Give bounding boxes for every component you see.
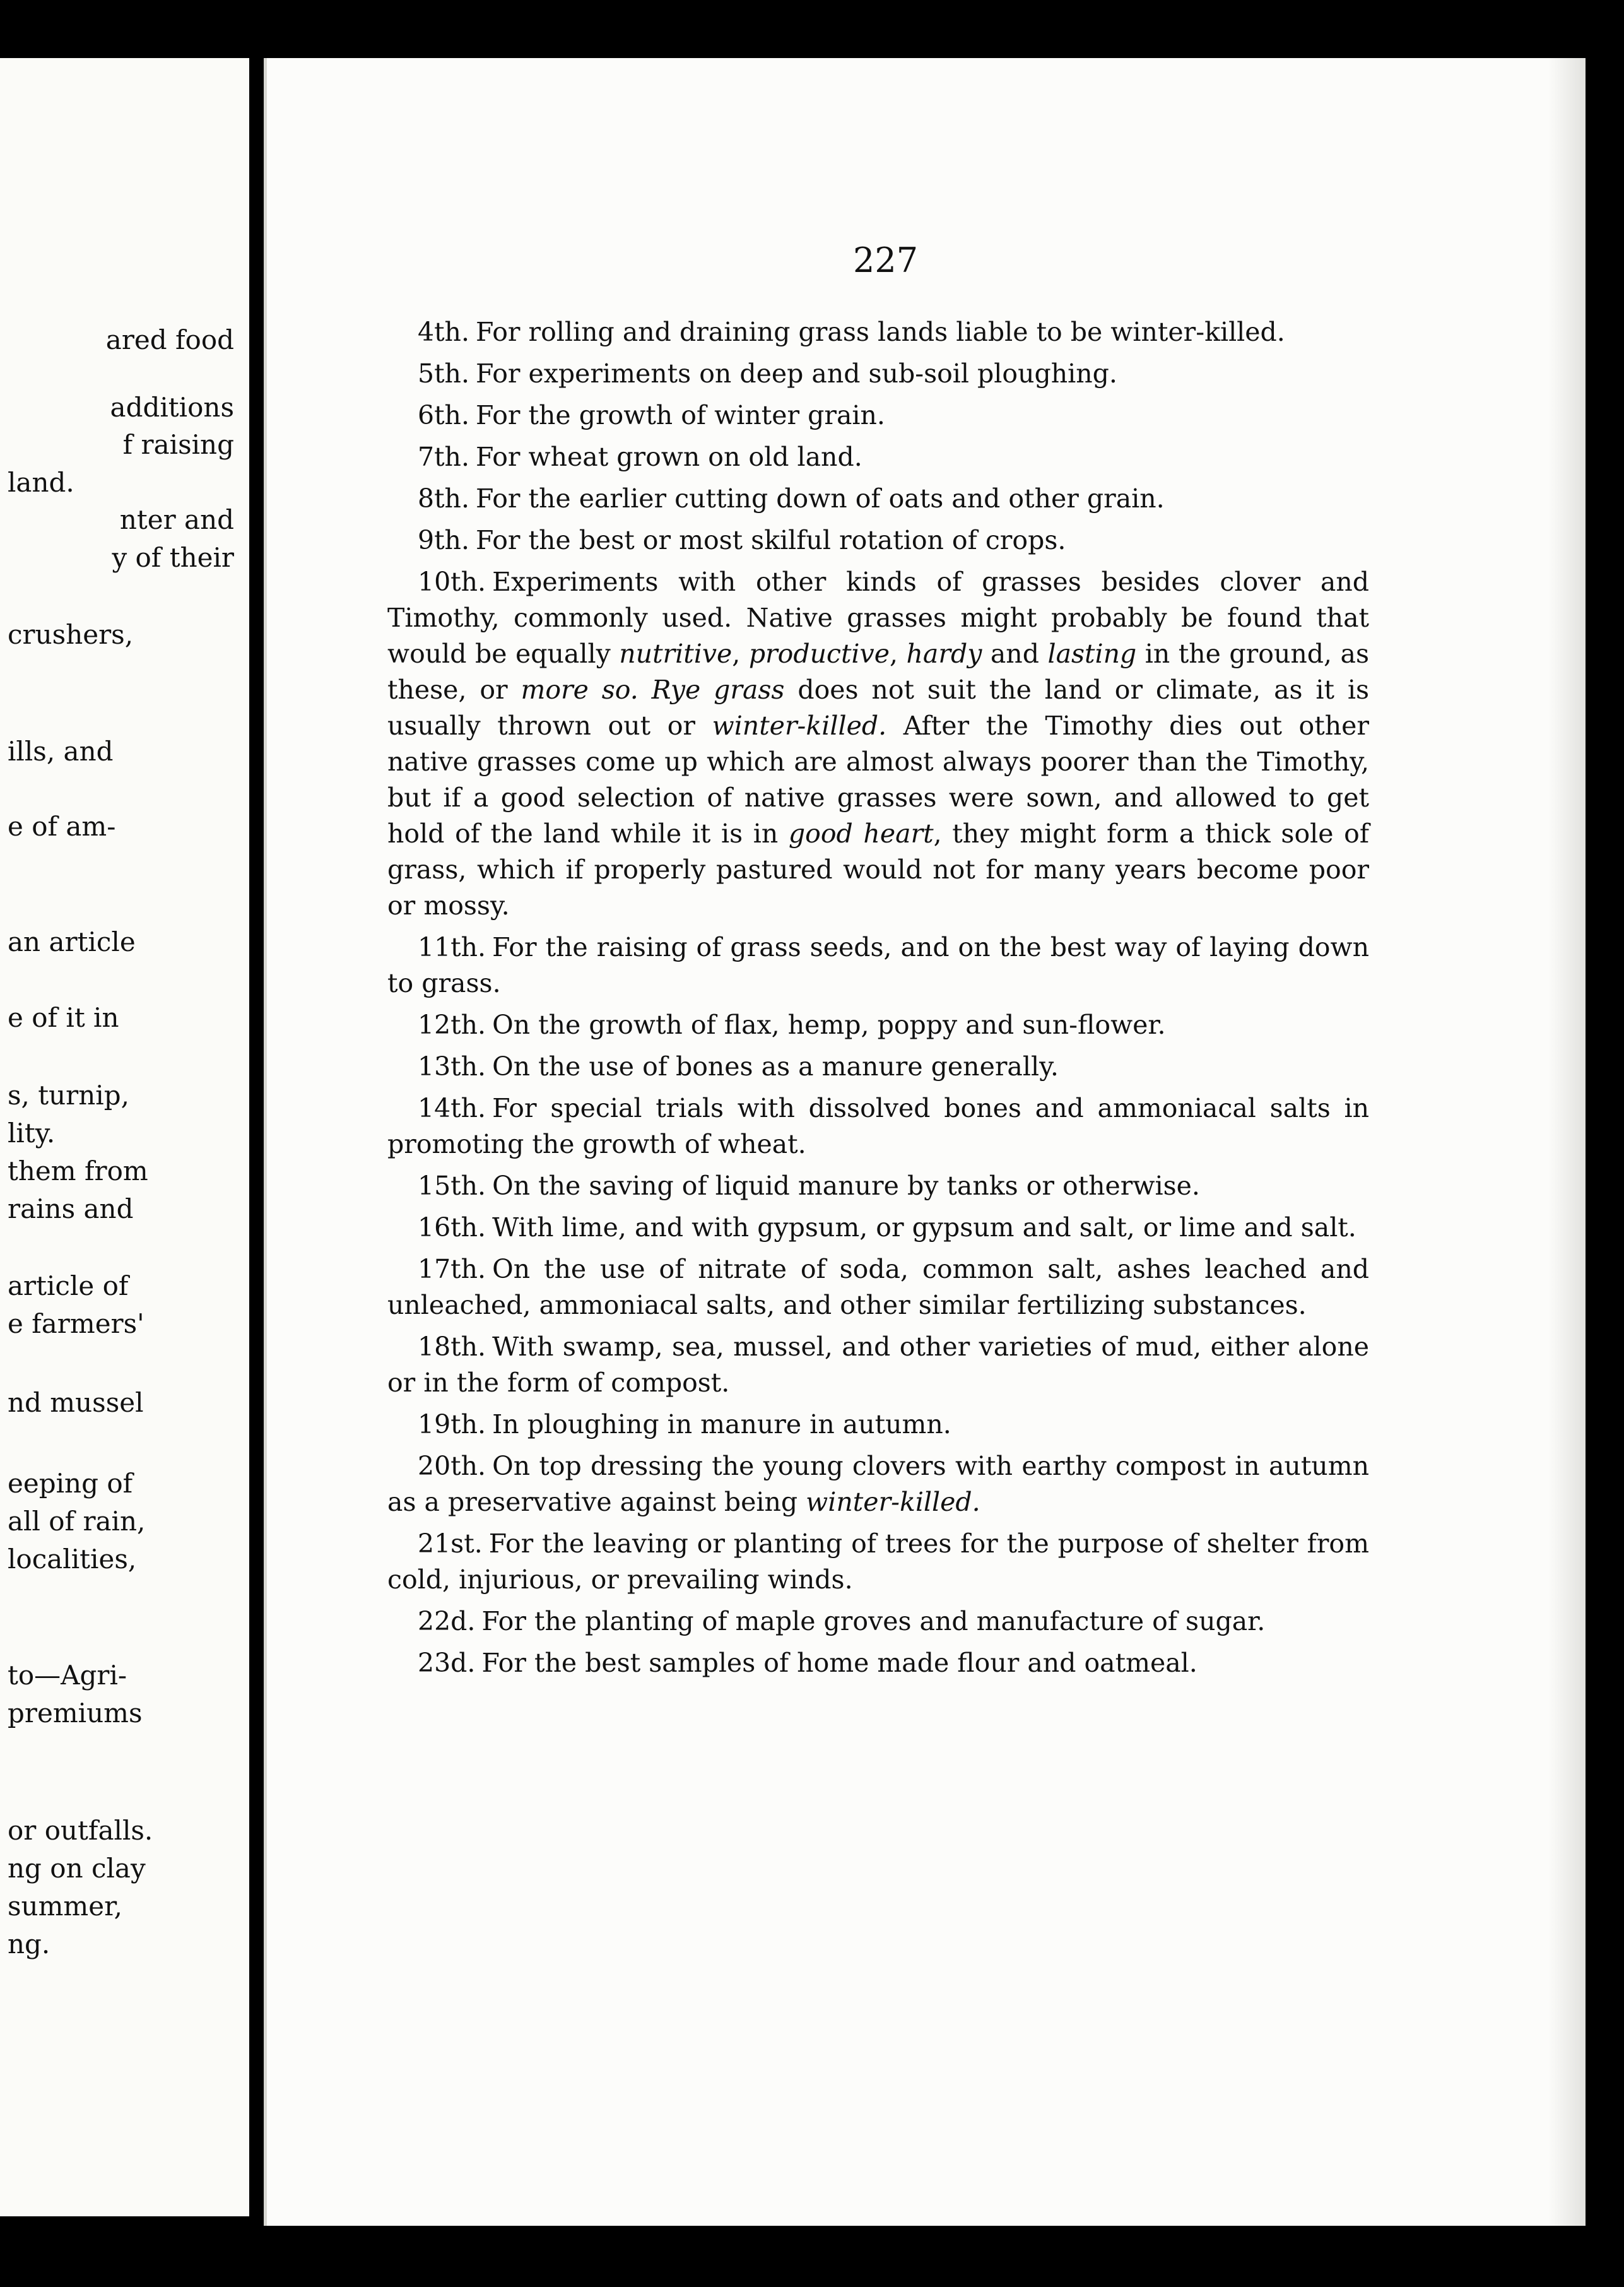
item-text-italic: winter-killed. <box>712 711 887 741</box>
item-text: For the leaving or planting of trees for the purpose of shelter from cold, injurious, or prevailing winds. <box>387 1528 1369 1595</box>
item-text: With swamp, sea, mussel, and other varieties of mud, either alone or in the form of compost. <box>387 1332 1369 1398</box>
item-text: in the ground, as these, or <box>387 639 1370 705</box>
item-text: For the earlier cutting down of oats and other grain. <box>476 483 1165 514</box>
item-number: 4th. <box>418 317 469 347</box>
page-number: 227 <box>853 240 919 280</box>
left-fragment: them from <box>8 1155 148 1186</box>
item-text: On the use of nitrate of soda, common salt, ashes leached and unleached, ammoniacal salts, and other similar fertilizing substances. <box>387 1254 1369 1320</box>
item-number: 16th. <box>418 1212 486 1243</box>
item-text-italic: winter-killed. <box>806 1487 980 1517</box>
page-body <box>387 314 1369 1687</box>
item-number: 19th. <box>418 1409 486 1439</box>
item-number: 18th. <box>418 1332 486 1362</box>
item-number: 5th. <box>418 358 469 389</box>
item-text-italic: hardy <box>906 639 982 669</box>
list-item <box>387 1090 1369 1162</box>
item-number: 15th. <box>418 1171 486 1201</box>
list-item <box>387 314 1369 350</box>
left-fragment: f raising <box>122 429 234 460</box>
item-text-italic: more so. <box>521 675 638 705</box>
list-item <box>387 398 1369 434</box>
item-text: For rolling and draining grass lands liable to be winter-killed. <box>476 317 1285 347</box>
item-text <box>638 675 652 705</box>
item-number: 12th. <box>418 1010 486 1040</box>
left-fragment: y of their <box>112 542 234 573</box>
left-fragment: ills, and <box>8 736 114 767</box>
left-fragment: summer, <box>8 1891 122 1922</box>
item-text-italic: nutritive <box>619 639 733 669</box>
left-page-sliver <box>0 58 249 2216</box>
item-text-italic: good heart <box>788 818 934 849</box>
list-item <box>387 1526 1369 1598</box>
item-text: In ploughing in manure in autumn. <box>492 1409 951 1439</box>
item-number: 8th. <box>418 483 469 514</box>
item-number: 14th. <box>418 1093 486 1123</box>
left-fragment: localities, <box>8 1544 137 1575</box>
left-fragment: rains and <box>8 1193 134 1224</box>
item-text: For special trials with dissolved bones and ammoniacal salts in promoting the growth of wheat. <box>387 1093 1369 1159</box>
left-fragment: ng. <box>8 1929 50 1959</box>
left-fragment: lity. <box>8 1118 56 1149</box>
left-fragment: all of rain, <box>8 1506 146 1537</box>
item-text: , <box>732 639 749 669</box>
item-text-italic: lasting <box>1047 639 1137 669</box>
left-fragment: land. <box>8 467 74 498</box>
list-item <box>387 1604 1369 1640</box>
left-fragment: e of am- <box>8 811 116 842</box>
list-item <box>387 1407 1369 1443</box>
item-number: 10th. <box>418 567 486 597</box>
list-item <box>387 1329 1369 1401</box>
list-item <box>387 930 1369 1002</box>
item-number: 7th. <box>418 442 469 472</box>
item-number: 13th. <box>418 1051 486 1082</box>
left-fragment: article of <box>8 1270 129 1301</box>
left-fragment: nter and <box>119 504 234 535</box>
list-item <box>387 356 1369 392</box>
left-fragment: ng on clay <box>8 1853 146 1884</box>
item-text: On the growth of flax, hemp, poppy and sun-flower. <box>492 1010 1166 1040</box>
item-number: 11th. <box>418 932 486 962</box>
item-text-italic: productive <box>748 639 890 669</box>
list-item <box>387 1049 1369 1085</box>
left-fragment: premiums <box>8 1698 143 1729</box>
left-fragment: nd mussel <box>8 1387 144 1418</box>
item-number: 6th. <box>418 400 469 430</box>
left-fragment: ared food <box>105 324 234 355</box>
left-fragment: e farmers' <box>8 1308 144 1339</box>
item-text: For the raising of grass seeds, and on the best way of laying down to grass. <box>387 932 1369 998</box>
item-number: 17th. <box>418 1254 486 1284</box>
list-item <box>387 1210 1369 1246</box>
left-fragment: an article <box>8 926 136 957</box>
list-item <box>387 1007 1369 1043</box>
item-text: After the Timothy dies out other native grasses come up which are almost always poorer than the Timothy, but if a good selection of native grasses were sown, and allowed to get hold of the land while it is in <box>387 711 1369 849</box>
list-item <box>387 1448 1369 1520</box>
item-text: does not suit the land or climate, as it is usually thrown out or <box>387 675 1370 741</box>
list-item <box>387 481 1369 517</box>
list-item <box>387 1645 1369 1681</box>
left-fragment: s, turnip, <box>8 1080 129 1111</box>
item-text: With lime, and with gypsum, or gypsum and salt, or lime and salt. <box>492 1212 1356 1243</box>
item-text: , <box>889 639 907 669</box>
item-text: For wheat grown on old land. <box>476 442 862 472</box>
item-number: 23d. <box>418 1648 476 1678</box>
item-text: On the use of bones as a manure generally. <box>492 1051 1059 1082</box>
left-fragment: crushers, <box>8 619 134 650</box>
item-text-italic: Rye grass <box>651 675 785 705</box>
left-fragment: to—Agri- <box>8 1660 127 1691</box>
item-text: For the best or most skilful rotation of crops. <box>476 525 1066 555</box>
item-text: For the growth of winter grain. <box>476 400 885 430</box>
list-item <box>387 1168 1369 1204</box>
item-text: Experiments with other kinds of grasses besides clover and Timothy, commonly used. Native grasses might probably be found that would be equally <box>387 567 1369 669</box>
list-item <box>387 564 1369 924</box>
left-fragment: additions <box>110 392 234 423</box>
item-text: On the saving of liquid manure by tanks or otherwise. <box>492 1171 1200 1201</box>
item-text: For the best samples of home made flour and oatmeal. <box>481 1648 1197 1678</box>
item-text: For the planting of maple groves and manufacture of sugar. <box>481 1606 1266 1636</box>
item-text: , they might form a thick sole of grass, which if properly pastured would not for many years become poor or mossy. <box>387 818 1369 921</box>
item-number: 22d. <box>418 1606 476 1636</box>
list-item <box>387 523 1369 558</box>
left-fragment: or outfalls. <box>8 1815 153 1846</box>
item-text: For experiments on deep and sub-soil ploughing. <box>476 358 1117 389</box>
item-number: 20th. <box>418 1451 486 1481</box>
list-item <box>387 439 1369 475</box>
left-fragment: eeping of <box>8 1468 133 1499</box>
left-fragment: e of it in <box>8 1002 119 1033</box>
item-text: and <box>982 639 1048 669</box>
list-item <box>387 1251 1369 1323</box>
item-text: On top dressing the young clovers with earthy compost in autumn as a preservative against being <box>387 1451 1369 1517</box>
item-number: 9th. <box>418 525 469 555</box>
item-number: 21st. <box>418 1528 483 1559</box>
